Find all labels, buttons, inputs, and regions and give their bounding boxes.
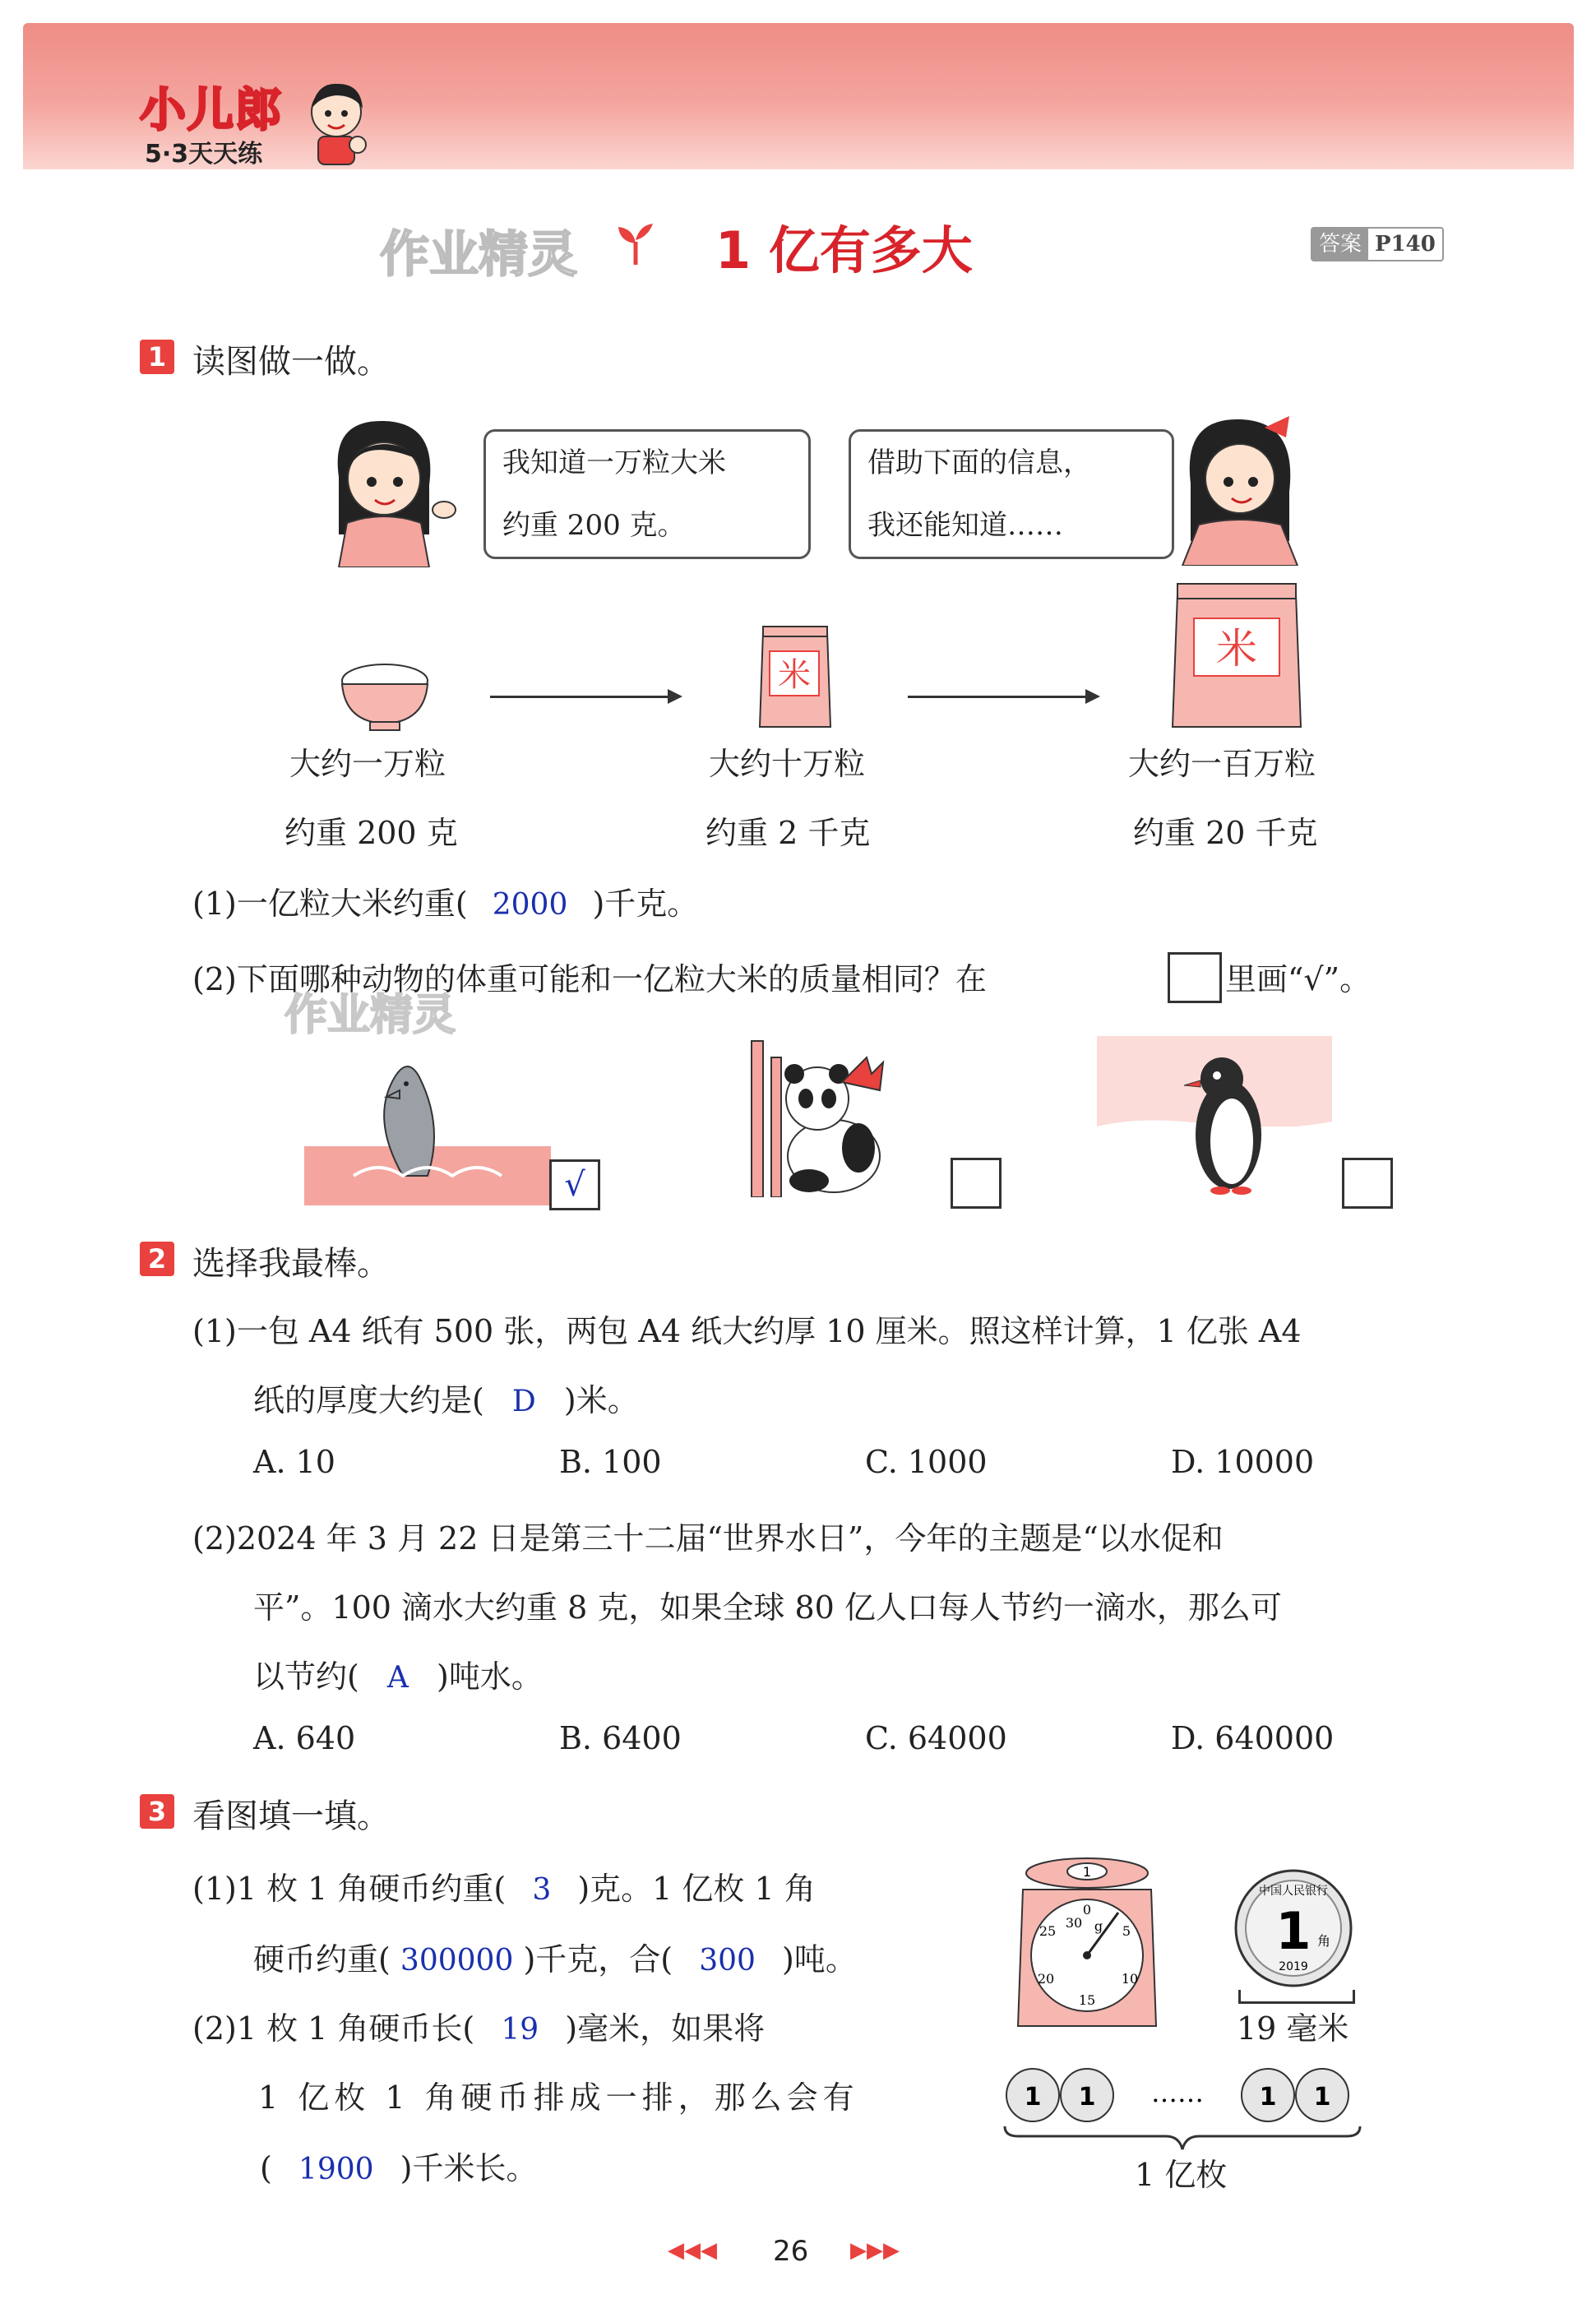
q2-s1-line2 (253, 1375, 639, 1420)
q3-s2-l3-post: )千米长。 (400, 2150, 538, 2186)
q3-s1-line1 (192, 1863, 816, 1908)
q2-s1-option-c[interactable]: C. 1000 (865, 1444, 988, 1480)
q2-s1-option-b[interactable]: B. 100 (559, 1444, 662, 1480)
q2-s1-post: )米。 (563, 1382, 639, 1418)
lesson-title: 1 亿有多大 (715, 220, 973, 280)
speech-bubble-left (483, 429, 811, 559)
bubble-left-line2: 约重 200 克。 (502, 509, 686, 542)
q3-s1-answer3[interactable]: 300 (699, 1944, 756, 1978)
q2-s2-option-b[interactable]: B. 6400 (559, 1720, 682, 1756)
item3-count: 大约一百万粒 (1128, 746, 1316, 782)
question-number-2: 2 (140, 1242, 174, 1276)
row-dots: …… (1151, 2077, 1204, 2108)
sprout-icon (615, 220, 656, 266)
panda-checkbox[interactable] (951, 1158, 1002, 1209)
scale-mark-15: 15 (1078, 1992, 1096, 2008)
coin-row-label: 1 亿枚 (1135, 2157, 1228, 2193)
scale-coin-mark: 1 (1082, 1864, 1092, 1880)
page-number: 26 (773, 2235, 809, 2268)
q2-s1-line1: (1)一包 A4 纸有 500 张，两包 A4 纸大约厚 10 厘米。照这样计算，1 亿张 A4 (192, 1313, 1302, 1349)
q3-s1-post: )克。1 亿枚 1 角 (577, 1871, 816, 1907)
coin-year: 2019 (1279, 1960, 1308, 1973)
coin-size-bracket (1238, 1990, 1355, 2004)
q2-s2-option-d[interactable]: D. 640000 (1171, 1720, 1335, 1756)
q1-sub1-post: )千克。 (592, 886, 699, 922)
q3-s2-l3-pre: ( (260, 2150, 272, 2186)
large-rice-bag-icon (1168, 577, 1306, 732)
small-rice-bag-icon (755, 623, 835, 732)
brand-subtitle: 5·3天天练 (145, 140, 263, 169)
q3-s1-pre: (1)1 枚 1 角硬币约重( (192, 1871, 507, 1907)
coin-unit: 角 (1316, 1933, 1331, 1949)
bubble-right-line1: 借助下面的信息， (867, 446, 1091, 479)
bubble-right-line2: 我还能知道…… (867, 509, 1063, 542)
q2-s2-line3 (253, 1651, 543, 1696)
watermark-text-2: 作业精灵 (285, 991, 456, 1040)
row-coin-1: 1 (1024, 2083, 1042, 2112)
penguin-icon (1097, 1036, 1332, 1197)
kitchen-scale-icon (1010, 1853, 1164, 2029)
arrow-2-head (1085, 689, 1100, 704)
coin-row-brace (1002, 2125, 1363, 2153)
question-number-1: 1 (140, 340, 174, 374)
q2-s2-line2: 平”。100 滴水大约重 8 克，如果全球 80 亿人口每人节约一滴水，那么可 (253, 1589, 1282, 1626)
q2-s2-line1: (2)2024 年 3 月 22 日是第三十二届“世界水日”，今年的主题是“以水促和 (192, 1520, 1224, 1557)
bubble-left-line1: 我知道一万粒大米 (502, 446, 726, 479)
q2-s2-pre: 以节约( (253, 1658, 359, 1695)
scale-mark-30: 30 (1065, 1915, 1083, 1931)
girl-left-icon (306, 411, 462, 567)
question-title-2: 选择我最棒。 (192, 1245, 390, 1283)
mascot-boy-icon (300, 76, 372, 166)
q3-s2-pre: (2)1 枚 1 角硬币长( (192, 2010, 475, 2047)
footer-left-arrows: ◀◀◀ (668, 2238, 717, 2263)
q2-s1-option-d[interactable]: D. 10000 (1171, 1444, 1315, 1480)
q2-s2-option-c[interactable]: C. 64000 (865, 1720, 1007, 1756)
scale-mark-10: 10 (1121, 1971, 1139, 1987)
q1-sub2-inline-box (1168, 952, 1222, 1003)
answer-reference (1311, 227, 1444, 261)
coin-row-icon (1003, 2066, 1373, 2131)
coin-size-label: 19 毫米 (1237, 2010, 1349, 2047)
item3-weight: 约重 20 千克 (1133, 815, 1318, 851)
speech-bubble-right (849, 429, 1174, 559)
row-coin-3: 1 (1259, 2083, 1277, 2112)
penguin-checkbox[interactable] (1342, 1158, 1393, 1209)
q2-s1-pre: 纸的厚度大约是( (253, 1382, 484, 1418)
q3-s1-answer2[interactable]: 300000 (400, 1944, 514, 1978)
item1-count: 大约一万粒 (289, 746, 446, 782)
dolphin-checkbox[interactable]: √ (549, 1159, 600, 1210)
brand-logo: 小儿郎 (140, 84, 283, 137)
q3-s2-answer1[interactable]: 19 (501, 2013, 539, 2047)
q2-s1-answer[interactable]: D (511, 1385, 536, 1418)
q3-s1-l2-post: )吨。 (782, 1941, 857, 1978)
q1-sub1-pre: (1)一亿粒大米约重( (192, 886, 468, 922)
arrow-2-line (908, 696, 1087, 698)
scale-mark-20: 20 (1037, 1971, 1055, 1987)
arrow-1-line (490, 696, 669, 698)
scale-mark-25: 25 (1039, 1923, 1057, 1939)
scale-mark-0: 0 (1082, 1902, 1092, 1917)
q1-sub2-text: (2)下面哪种动物的体重可能和一亿粒大米的质量相同？在 (192, 961, 987, 997)
girl-right-icon (1166, 409, 1312, 566)
q2-s2-answer[interactable]: A (386, 1661, 409, 1695)
q2-s1-option-a[interactable]: A. 10 (253, 1444, 335, 1480)
q1-sub1-answer[interactable]: 2000 (492, 888, 568, 922)
q3-s2-line2: 1 亿枚 1 角硬币排成一排，那么会有 (258, 2079, 859, 2116)
q3-s2-line1 (192, 2003, 765, 2048)
q3-s2-line3 (260, 2143, 537, 2188)
scale-mark-5: 5 (1122, 1923, 1131, 1939)
item2-count: 大约十万粒 (709, 746, 866, 782)
row-coin-4: 1 (1313, 2083, 1331, 2112)
item1-weight: 约重 200 克 (285, 815, 458, 851)
question-number-3: 3 (140, 1794, 174, 1829)
arrow-1-head (668, 689, 682, 704)
q3-s1-l2-pre: 硬币约重( (253, 1941, 391, 1978)
question-title-3: 看图填一填。 (192, 1797, 390, 1835)
item2-weight: 约重 2 千克 (705, 815, 871, 851)
answer-label: 答案 (1312, 229, 1368, 260)
answer-page: P140 (1375, 232, 1436, 257)
q3-s2-answer2[interactable]: 1900 (298, 2153, 374, 2186)
coin-text: 中国人民银行 (1259, 1885, 1328, 1898)
coin-face: 1 (1275, 1901, 1311, 1961)
q3-s1-line2 (253, 1934, 857, 1979)
panda-icon (719, 1033, 916, 1197)
q3-s1-l2-mid: )千克，合( (523, 1941, 673, 1978)
footer-right-arrows: ▶▶▶ (850, 2238, 900, 2263)
q1-sub2-post: 里画“√”。 (1225, 961, 1372, 997)
q2-s2-post: )吨水。 (437, 1658, 543, 1695)
q1-sub1 (192, 878, 698, 923)
row-coin-2: 1 (1078, 2083, 1096, 2112)
dolphin-icon (304, 1044, 551, 1205)
small-bag-label: 米 (778, 656, 811, 694)
large-bag-label: 米 (1216, 625, 1257, 673)
question-title-1: 读图做一做。 (192, 343, 390, 381)
watermark-text: 作业精灵 (380, 226, 577, 284)
coin-icon (1232, 1867, 1355, 1990)
scale-unit: g (1094, 1918, 1103, 1934)
q2-s2-option-a[interactable]: A. 640 (253, 1720, 356, 1756)
rice-bowl-icon (335, 656, 434, 732)
q3-s2-post: )毫米，如果将 (565, 2010, 766, 2047)
q3-s1-answer1[interactable]: 3 (532, 1873, 552, 1907)
